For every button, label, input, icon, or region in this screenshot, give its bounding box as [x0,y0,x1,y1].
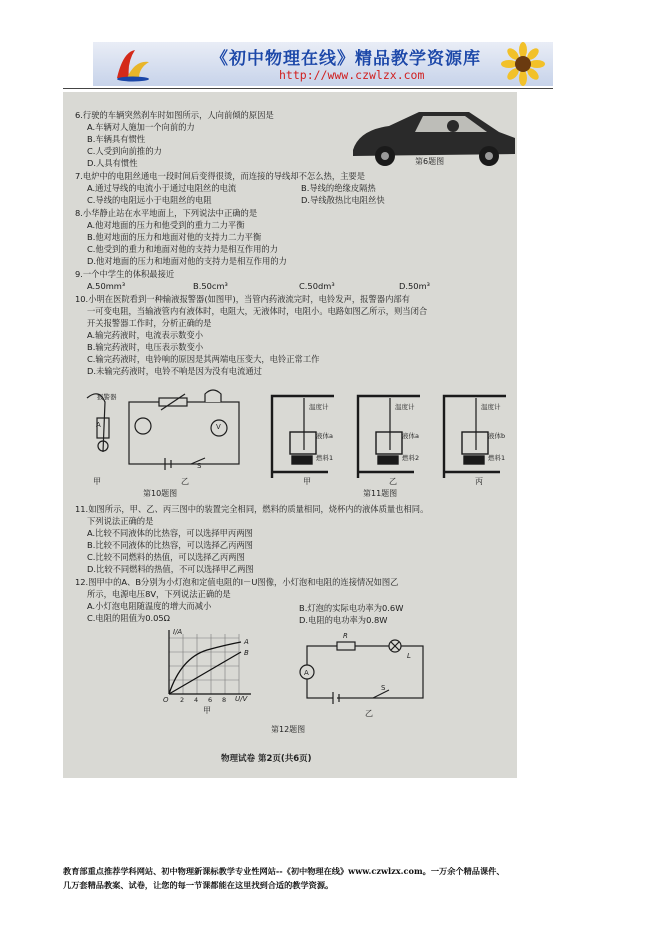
q10-stem-3: 开关报警器工作时，分析正确的是 [87,318,212,328]
q10-option-a: A.输完药液时，电流表示数变小 [87,330,204,340]
q10-option-b: B.输完药液时，电压表示数变小 [87,342,204,352]
q11-stem-2: 下列说法正确的是 [87,516,154,526]
q8-option-d: D.他对地面的压力和地面对他的支持力是相互作用的力 [87,256,287,266]
banner-url[interactable]: http://www.czwlzx.com [279,68,425,82]
banner-title: 《初中物理在线》精品教学资源库 [211,49,481,69]
fig12-x-tick-6: 6 [208,696,213,704]
fig12-label-s: S [381,684,386,692]
fig12-label-l: L [407,652,411,660]
q9-stem: 9.一个中学生的体积最接近 [75,269,175,279]
fig10-label-a: A [96,421,101,429]
q11-stem-1: 11.如图所示，甲、乙、丙三图中的装置完全相同，燃料的质量相同，烧杯内的液体质量也相同。 [75,504,429,514]
site-footer-line-1: 教育部重点推荐学科网站、初中物理新课标教学专业性网站--《初中物理在线》www.czwlzx.com。一万余个精品课件、 [63,866,505,876]
fig10-switch-label: S [197,462,202,470]
q8-option-a: A.他对地面的压力和他受到的重力二力平衡 [87,220,245,230]
fig11-fuel-2: 燃料2 [402,454,420,462]
q7-stem: 7.电炉中的电阻丝通电一段时间后变得很烫，而连接的导线却不怎么热，主要是 [75,171,366,181]
q9-option-c: C.50dm³ [299,281,335,291]
site-banner [93,42,553,86]
q7-option-b: B.导线的绝缘皮隔热 [301,183,376,193]
q11-option-b: B.比较不同液体的比热容，可以选择乙丙两图 [87,540,253,550]
q8-option-c: C.他受到的重力和地面对他的支持力是相互作用的力 [87,244,278,254]
fig10-label-jia: 甲 [93,477,101,486]
fig12-curve-a: A [244,638,249,646]
q7-option-a: A.通过导线的电流小于通过电阻丝的电流 [87,183,237,193]
exam-page-footer: 物理试卷 第2页(共6页) [221,754,312,764]
q6-option-d: D.人具有惯性 [87,158,138,168]
fig11-thermometer-2: 温度计 [395,403,415,411]
fig11-fuel-1: 燃料1 [316,454,334,462]
fig12-circuit [293,638,433,704]
fig10-alarm-label: 报警器 [97,393,117,401]
fig10-label-yi: 乙 [181,477,189,486]
q7-option-c: C.导线的电阻远小于电阻丝的电阻 [87,195,212,205]
fig10-alarm-circuit [81,388,251,484]
q9-option-b: B.50cm³ [193,281,228,291]
fig12-label-yi: 乙 [365,709,373,718]
q8-option-b: B.他对地面的压力和地面对他的支持力二力平衡 [87,232,262,242]
q11-option-a: A.比较不同液体的比热容，可以选择甲丙两图 [87,528,253,538]
fig12-y-label: I/A [173,628,183,636]
q12-option-d: D.电阻的电功率为0.8W [299,615,388,625]
q6-option-b: B.车辆具有惯性 [87,134,146,144]
q10-option-d: D.未输完药液时，电铃不响是因为没有电流通过 [87,366,262,376]
fig12-origin: O [163,696,169,704]
q9-option-d: D.50m³ [399,281,430,291]
fig12-caption: 第12题图 [271,725,306,734]
fig12-label-r: R [343,632,348,640]
scanned-exam-page [63,92,517,778]
fig12-label-a: A [304,669,309,677]
header-rule [63,88,553,89]
q11-option-d: D.比较不同燃料的热值，不可以选择甲乙两图 [87,564,254,574]
q10-stem-1: 10.小明在医院看到一种输液报警器(如图甲)，当管内药液流完时，电铃发声，报警器内部有 [75,294,410,304]
fig11-caption: 第11题图 [363,489,398,498]
fig11-thermometer-3: 温度计 [481,403,501,411]
fig11-liquid-2: 液体a [402,432,419,440]
fig11-label-jia: 甲 [303,477,311,486]
q12-option-a: A.小灯泡电阻随温度的增大而减小 [87,601,212,611]
q10-option-c: C.输完药液时，电铃响的原因是其两端电压变大，电铃正常工作 [87,354,320,364]
q6-option-c: C.人受到向前推的力 [87,146,162,156]
q12-option-c: C.电阻的阻值为0.05Ω [87,613,171,623]
q6-option-a: A.车辆对人施加一个向前的力 [87,122,195,132]
fig10-label-v: V [216,423,221,431]
fig10-caption: 第10题图 [143,489,178,498]
q9-option-a: A.50mm³ [87,281,126,291]
q12-stem-1: 12.图甲中的A、B分别为小灯泡和定值电阻的I－U图像，小灯泡和电阻的连接情况如图乙 [75,577,399,587]
q8-stem: 8.小华静止站在水平地面上，下列说法中正确的是 [75,208,258,218]
fig11-label-yi: 乙 [389,477,397,486]
fig12-x-label: U/V [235,695,248,703]
site-footer-line-2: 几万套精品教案、试卷，让您的每一节课都能在这里找到合适的教学资源。 [63,880,334,890]
q6-stem: 6.行驶的车辆突然刹车时如图所示，人向前倾的原因是 [75,110,274,120]
fig12-label-jia: 甲 [203,706,211,715]
fig12-x-tick-8: 8 [222,696,227,704]
fig12-x-tick-4: 4 [194,696,199,704]
fig6-caption: 第6题图 [415,157,445,166]
q7-option-d: D.导线散热比电阻丝快 [301,195,385,205]
fig11-liquid-1: 液体a [316,432,333,440]
q12-option-b: B.灯泡的实际电功率为0.6W [299,603,404,613]
fig11-fuel-3: 燃料1 [488,454,506,462]
fig11-burner-setups [268,392,512,482]
fig11-thermometer-1: 温度计 [309,403,329,411]
fig12-x-tick-2: 2 [180,696,185,704]
q10-stem-2: 一可变电阻，当输液管内有液体时，电阻大，无液体时，电阻小。电路如图乙所示，则当闭合 [87,306,428,316]
fig11-label-bing: 丙 [475,477,483,486]
q12-stem-2: 所示，电源电压8V，下列说法正确的是 [87,589,231,599]
sunflower-icon [501,42,545,86]
site-logo-icon [113,48,153,82]
q11-option-c: C.比较不同燃料的热值，可以选择乙丙两图 [87,552,245,562]
fig11-liquid-3: 液体b [488,432,506,440]
fig12-curve-b: B [244,649,249,657]
